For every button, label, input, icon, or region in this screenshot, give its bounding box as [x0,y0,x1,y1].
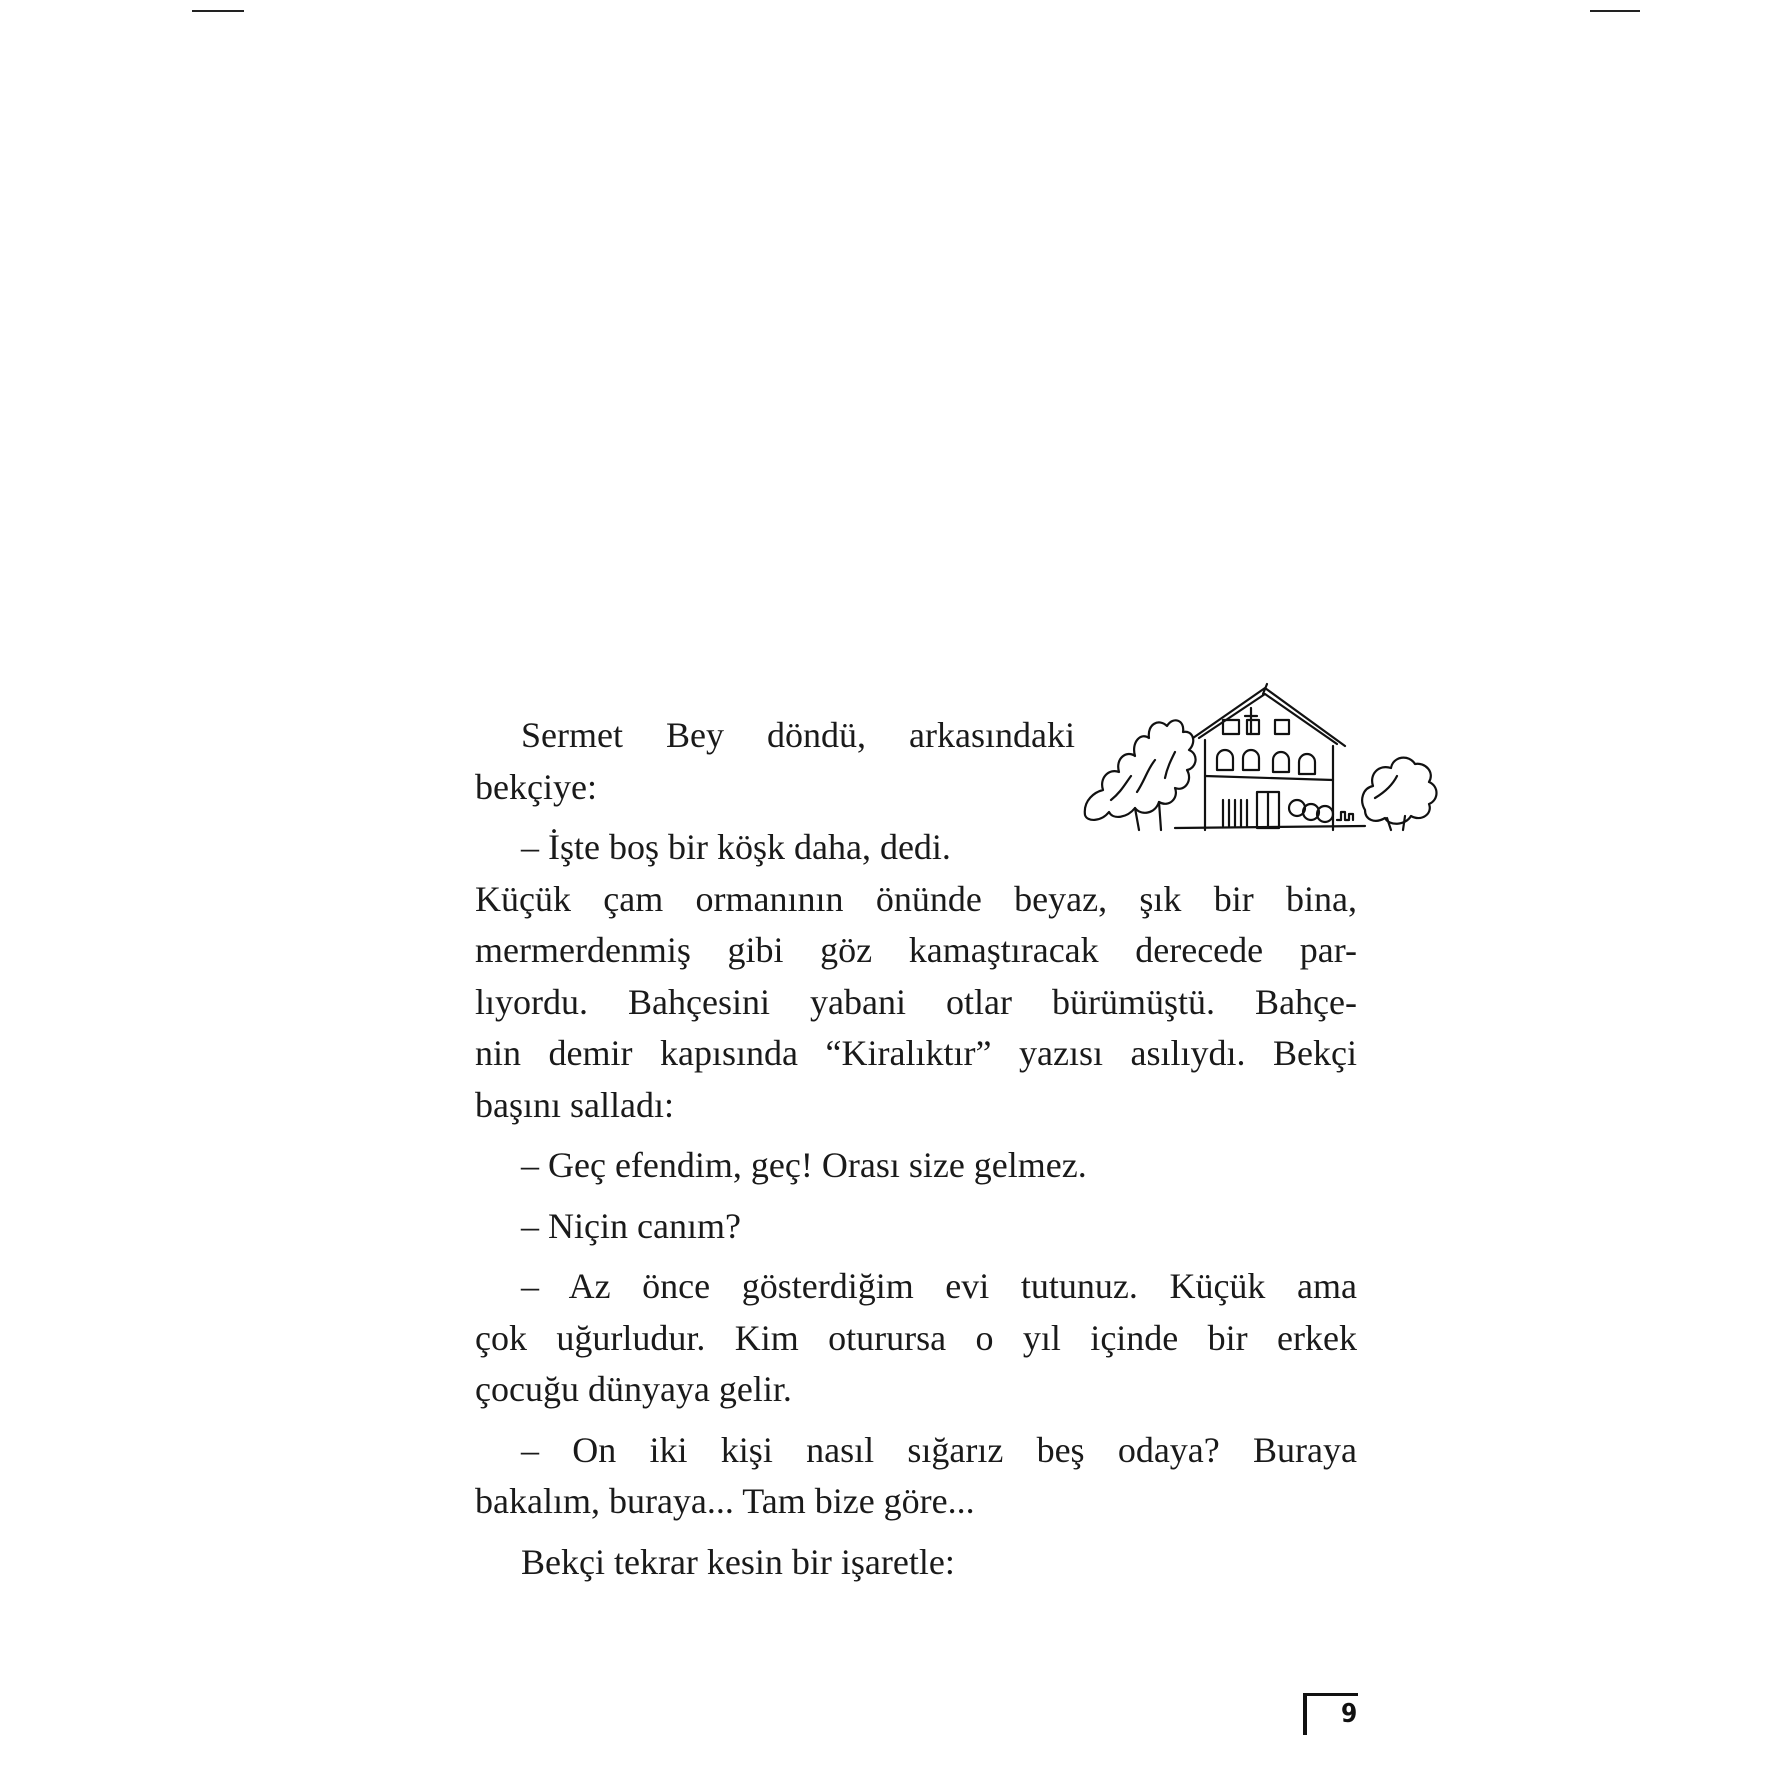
crop-mark-left [192,10,244,12]
text-line: Küçük çam ormanının önünde beyaz, şık bir bina, [475,878,1357,919]
page-number: 9 [1341,1699,1358,1729]
text-line: – On iki kişi nasıl sığarız beş odaya? Buraya [521,1429,1357,1470]
paragraph [475,1537,1357,1589]
text-line: – Az önce gösterdiğim evi tutunuz. Küçük ama [521,1266,1357,1306]
paragraph [475,822,1357,1131]
text-line: Bekçi tekrar kesin bir işaretle: [521,1541,955,1582]
page-bracket-vertical [1303,1693,1307,1735]
text-line: – Niçin canım? [521,1205,741,1246]
text-line: Sermet Bey döndü, arkasındaki [521,715,1075,755]
text-line: lıyordu. Bahçesini yabani otlar bürümüştü. Bahçe- [475,981,1357,1022]
paragraph [475,1261,1357,1416]
text-line: bakalım, buraya... Tam bize göre... [475,1481,975,1521]
text-line: çok uğurludur. Kim oturursa o yıl içinde bir erkek [475,1317,1357,1358]
text-line: – İşte boş bir köşk daha, dedi. [521,827,951,867]
paragraph [475,1140,1357,1192]
crop-mark-right [1590,10,1640,12]
text-line: nin demir kapısında “Kiralıktır” yazısı asılıydı. Bekçi [475,1033,1357,1073]
text-line: bekçiye: [475,766,597,807]
text-line: mermerdenmiş gibi göz kamaştıracak derecede par- [475,930,1357,970]
text-line: – Geç efendim, geç! Orası size gelmez. [521,1145,1087,1185]
page-number-box [1303,1693,1358,1735]
page-bracket-horizontal [1303,1693,1358,1696]
paragraph [475,710,1357,813]
paragraph [475,1425,1357,1528]
paragraph [475,1201,1357,1253]
body-text [475,710,1357,1597]
text-line: çocuğu dünyaya gelir. [475,1369,792,1409]
text-line: başını salladı: [475,1084,674,1125]
